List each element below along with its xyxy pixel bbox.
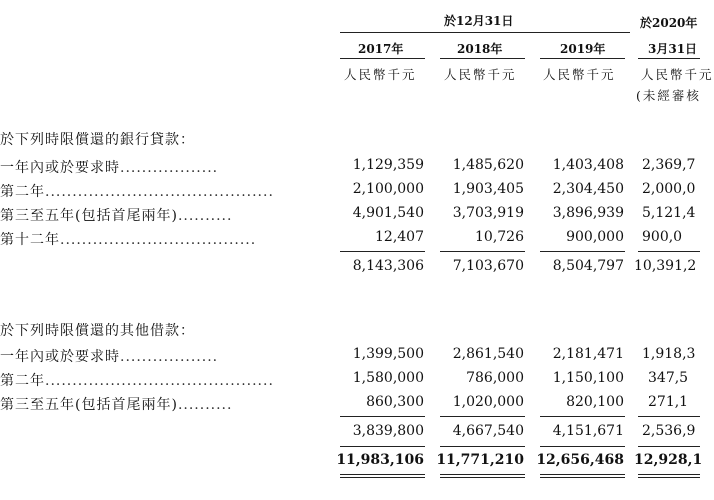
col-rule-4 xyxy=(638,58,700,59)
bank-row-value: 10,726 xyxy=(475,229,524,245)
grand-total-value: 12,928,1 xyxy=(634,452,703,468)
other-subtotal-value: 3,839,800 xyxy=(352,423,424,439)
grand-total-rule xyxy=(638,446,700,447)
other-row-value: 2,181,471 xyxy=(552,346,624,362)
bank-row-value: 2,369,7 xyxy=(642,157,696,173)
bank-subtotal-rule xyxy=(638,251,700,252)
bank-subtotal-value: 10,391,2 xyxy=(634,258,697,274)
bank-row-value: 1,903,405 xyxy=(452,181,524,197)
other-row-label: 第三至五年(包括首尾兩年).......... xyxy=(0,397,233,413)
other-subtotal-rule xyxy=(638,416,700,417)
double-rule xyxy=(440,474,525,475)
double-rule xyxy=(540,474,625,475)
other-subtotal-value: 2,536,9 xyxy=(642,423,696,439)
other-row-value: 1,150,100 xyxy=(552,370,624,386)
other-row-value: 820,100 xyxy=(566,394,624,410)
other-row-value: 1,580,000 xyxy=(352,370,424,386)
double-rule xyxy=(340,474,425,475)
other-row-value: 1,399,500 xyxy=(352,346,424,362)
year-2018: 2018年 xyxy=(457,42,503,56)
bank-row-value: 5,121,4 xyxy=(642,205,696,221)
bank-row-value: 3,703,919 xyxy=(452,205,524,221)
other-subtotal-value: 4,667,540 xyxy=(452,423,524,439)
grand-total-value: 12,656,468 xyxy=(536,452,624,468)
unaudited-note: (未經審核 xyxy=(636,88,701,103)
grand-total-value: 11,983,106 xyxy=(336,452,424,468)
other-borrowings-title: 於下列時限償還的其他借款： xyxy=(0,323,195,339)
year-2017: 2017年 xyxy=(358,42,404,56)
bank-row-value: 2,304,450 xyxy=(552,181,624,197)
bank-row-value: 3,896,939 xyxy=(552,205,624,221)
bank-row-value: 4,901,540 xyxy=(352,205,424,221)
bank-row-value: 12,407 xyxy=(375,229,424,245)
bank-subtotal-value: 8,504,797 xyxy=(552,258,624,274)
unit-2017: 人民幣千元 xyxy=(344,67,417,82)
unit-2019: 人民幣千元 xyxy=(543,67,616,82)
other-row-label: 一年內或於要求時.................. xyxy=(0,349,219,365)
other-subtotal-rule xyxy=(340,416,425,417)
col-rule-1 xyxy=(340,58,425,59)
bank-row-value: 1,485,620 xyxy=(452,157,524,173)
double-rule xyxy=(440,477,525,478)
bank-subtotal-rule xyxy=(440,251,525,252)
other-row-value: 2,861,540 xyxy=(452,346,524,362)
double-rule xyxy=(638,477,700,478)
double-rule xyxy=(340,477,425,478)
other-subtotal-rule xyxy=(540,416,625,417)
bank-subtotal-value: 8,143,306 xyxy=(352,258,424,274)
double-rule xyxy=(540,477,625,478)
header-rule xyxy=(340,32,630,33)
other-row-label: 第二年.......................................... xyxy=(0,373,274,389)
other-subtotal-value: 4,151,671 xyxy=(552,423,624,439)
grand-total-rule xyxy=(340,446,425,447)
other-row-value: 786,000 xyxy=(466,370,524,386)
other-subtotal-rule xyxy=(440,416,525,417)
bank-subtotal-value: 7,103,670 xyxy=(452,258,524,274)
bank-row-value: 1,129,359 xyxy=(352,157,424,173)
bank-row-value: 900,000 xyxy=(566,229,624,245)
bank-subtotal-rule xyxy=(540,251,625,252)
bank-row-value: 2,100,000 xyxy=(352,181,424,197)
col-rule-2 xyxy=(440,58,525,59)
year-2019: 2019年 xyxy=(560,42,606,56)
other-row-value: 860,300 xyxy=(366,394,424,410)
bank-row-label: 第三至五年(包括首尾兩年).......... xyxy=(0,208,233,224)
bank-row-value: 900,0 xyxy=(642,229,683,245)
double-rule xyxy=(638,474,700,475)
grand-total-value: 11,771,210 xyxy=(436,452,524,468)
bank-row-label: 第二年.......................................... xyxy=(0,184,274,200)
header-group-dec: 於12月31日 xyxy=(444,14,514,28)
grand-total-rule xyxy=(440,446,525,447)
other-row-value: 1,918,3 xyxy=(642,346,696,362)
other-row-value: 1,020,000 xyxy=(452,394,524,410)
other-row-value: 271,1 xyxy=(648,394,689,410)
bank-row-label: 第十二年.................................... xyxy=(0,232,257,248)
bank-row-value: 2,000,0 xyxy=(642,181,696,197)
header-group-2020: 於2020年 xyxy=(640,16,698,30)
other-row-value: 347,5 xyxy=(648,370,689,386)
bank-row-label: 一年內或於要求時.................. xyxy=(0,160,219,176)
unit-2020: 人民幣千元 xyxy=(641,67,714,82)
unit-2018: 人民幣千元 xyxy=(444,67,517,82)
bank-subtotal-rule xyxy=(340,251,425,252)
grand-total-rule xyxy=(540,446,625,447)
bank-row-value: 1,403,408 xyxy=(552,157,624,173)
bank-loans-title: 於下列時限償還的銀行貸款： xyxy=(0,132,195,148)
col-rule-3 xyxy=(540,58,625,59)
date-2020: 3月31日 xyxy=(648,42,698,56)
